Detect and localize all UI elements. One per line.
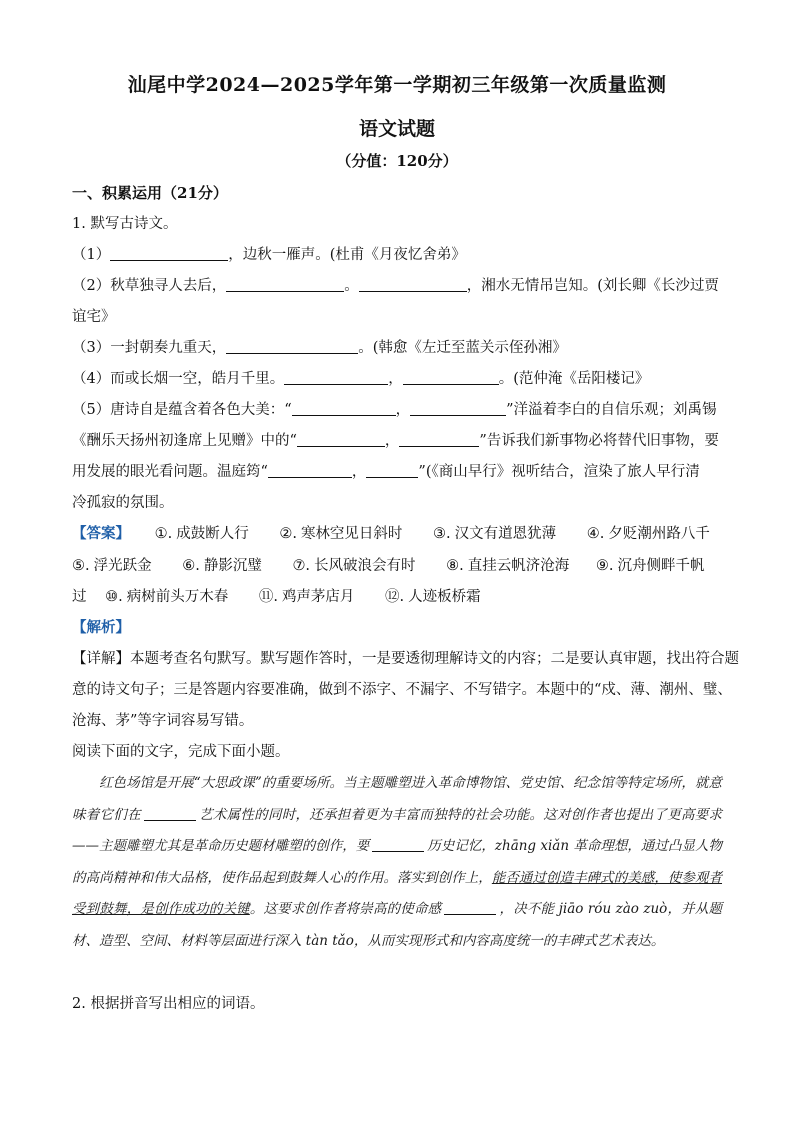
section-heading: 一、积累运用（21分） — [72, 184, 228, 202]
answer-number: ⑧. — [446, 558, 464, 574]
question-1-line-8: 冷孤寂的氛围。 — [72, 495, 174, 511]
passage-paragraph — [72, 768, 722, 957]
answer-blank — [268, 463, 352, 478]
question-1-line-2 — [72, 276, 719, 296]
passage-text: 艺术属性的同时，还承担着更为丰富而独特的社会功能。这对创作者也提出了更高要求——主题雕塑尤其是革命历史题材雕塑的创作，要 — [72, 806, 723, 854]
answer-row-2 — [72, 556, 704, 576]
text: ”告诉我们新事物必将替代旧事物，要 — [479, 433, 719, 449]
question-1-line-3 — [72, 338, 567, 358]
answer-item — [292, 556, 415, 576]
answer-number: ⑥. — [182, 558, 200, 574]
text: ， — [384, 433, 400, 449]
answer-item — [587, 524, 710, 544]
answer-text: 人迹板桥霜 — [408, 589, 481, 605]
passage-blank — [444, 900, 496, 915]
answer-blank — [297, 432, 385, 447]
answer-tag: 【答案】 — [72, 525, 130, 542]
subject-title: 语文试题 — [358, 118, 435, 140]
answer-item — [259, 587, 355, 607]
text: ”(《商山早行》视听结合，渲染了旅人早行清 — [418, 464, 700, 480]
answer-number: ⑦. — [292, 558, 311, 574]
text: 《酬乐天扬州初逢席上见赠》中的“ — [72, 433, 297, 449]
answer-text: 静影沉璧 — [203, 558, 262, 574]
answer-number: ③. — [433, 526, 451, 542]
answer-row-1 — [72, 524, 710, 544]
answer-number: ⑤. — [72, 558, 90, 574]
text: 用发展的眼光看问题。温庭筠“ — [72, 464, 268, 480]
question-1-line-4 — [72, 369, 649, 389]
reading-passage — [72, 768, 722, 957]
text: ，湘水无情吊岂知。(刘长卿《长沙过贾 — [466, 278, 719, 294]
text: （4）而或长烟一空，皓月千里。 — [72, 371, 285, 387]
analysis-line-1: 【详解】本题考查名句默写。默写题作答时，一是要透彻理解诗文的内容；二是要认真审题，找出符合题 — [72, 651, 739, 667]
answer-row-3 — [72, 587, 481, 607]
text: 。 — [344, 278, 359, 294]
question-1-line-1 — [72, 245, 466, 265]
question-1-line-6 — [72, 431, 719, 451]
answer-blank — [399, 432, 479, 447]
text: 。(韩愈《左迁至蓝关示侄孙湘》 — [358, 340, 567, 356]
answer-item — [596, 556, 705, 576]
passage-text: 历史记忆，zhāng xiǎn 革命理想，通过凸显人物的高尚精神和伟大品格，使作品起到鼓舞人心的作用。落实到创作上， — [72, 838, 722, 886]
answer-blank — [403, 370, 499, 385]
answer-text: 成鼓断人行 — [176, 526, 249, 542]
answer-number: ⑪. — [258, 589, 278, 605]
analysis-tag: 【解析】 — [72, 619, 130, 636]
text: （2）秋草独寻人去后， — [72, 278, 227, 294]
answer-item — [72, 556, 152, 576]
answer-item — [385, 587, 481, 607]
answer-blank — [410, 401, 506, 416]
passage-blank — [144, 806, 196, 821]
text: ”洋溢着李白的自信乐观；刘禹锡 — [506, 402, 717, 418]
passage-text: ，决不能 jiāo róu zào zuò，并从题材、造型、空间、材料等层面进行深入 tàn tǎo，从而实现形式和内容高度统一的丰碑式艺术表达。 — [72, 901, 723, 949]
answer-text: 汉文有道恩犹薄 — [454, 526, 557, 542]
underlined-sentence: 能否通过创造丰碑式的美感，使参观者受到鼓舞，是创作成功的关键 — [72, 869, 723, 917]
answer-item — [182, 556, 262, 576]
exam-title: 汕尾中学2024—2025学年第一学期初三年级第一次质量监测 — [127, 74, 667, 96]
answer-blank — [226, 339, 358, 354]
answer-text: 寒林空见日斜时 — [300, 526, 403, 542]
analysis-line-2: 意的诗文句子；三是答题内容要准确，做到不添字、不漏字、不写错字。本题中的“戍、薄、潮州、璧、 — [72, 682, 732, 698]
answer-text: 直挂云帆济沧海 — [467, 558, 570, 574]
question-1-stem: 1. 默写古诗文。 — [72, 216, 178, 232]
text: ，边秋一雁声。(杜甫《月夜忆舍弟》 — [228, 247, 466, 263]
text: ， — [388, 371, 403, 387]
text: ， — [395, 402, 411, 418]
text: 。(范仲淹《岳阳楼记》 — [498, 371, 650, 387]
answer-number: ⑩. — [105, 589, 123, 605]
answer-text: 过 — [72, 589, 87, 605]
question-1-line-7 — [72, 462, 700, 482]
question-1-line-2-cont: 谊宅》 — [72, 309, 116, 325]
answer-blank — [226, 277, 344, 292]
answer-blank — [284, 370, 388, 385]
answer-blank — [366, 463, 418, 478]
answer-item — [105, 587, 228, 607]
answer-number: ②. — [279, 526, 297, 542]
answer-item — [155, 524, 249, 544]
answer-blank — [110, 246, 228, 261]
passage-blank — [372, 837, 424, 852]
passage-text: 。这要求创作者将崇高的使命感 — [249, 901, 442, 917]
answer-item — [279, 524, 402, 544]
reading-instruction: 阅读下面的文字，完成下面小题。 — [72, 744, 290, 760]
answer-text: 长风破浪会有时 — [314, 558, 416, 574]
answer-text: 浮光跃金 — [93, 558, 152, 574]
answer-text: 夕贬潮州路八千 — [608, 526, 710, 542]
text: （1） — [72, 247, 111, 263]
text: ， — [351, 464, 367, 480]
answer-text: 病树前头万木春 — [126, 589, 229, 605]
text: （3）一封朝奏九重天， — [72, 340, 227, 356]
question-2-stem: 2. 根据拼音写出相应的词语。 — [72, 996, 265, 1012]
text: （5）唐诗自是蕴含着各色大美：“ — [72, 402, 292, 418]
passage-text: 红色场馆是开展“大思政课”的重要场所。当主题雕塑进入革命博物馆、党史馆、纪念馆等特定场所，就意味着它们在 — [72, 775, 722, 823]
answer-number: ④. — [586, 526, 605, 542]
answer-number: ①. — [154, 526, 173, 542]
answer-text: 沉舟侧畔千帆 — [617, 558, 705, 574]
question-1-line-5 — [72, 400, 717, 420]
answer-blank — [292, 401, 396, 416]
answer-number: ⑫. — [385, 589, 405, 605]
answer-number: ⑨. — [595, 558, 614, 574]
score-note: （分值：120分） — [336, 152, 458, 170]
analysis-line-3: 沧海、茅”等字词容易写错。 — [72, 713, 254, 729]
answer-item — [433, 524, 556, 544]
answer-item — [446, 556, 569, 576]
answer-text: 鸡声茅店月 — [281, 589, 355, 605]
answer-blank — [359, 277, 467, 292]
